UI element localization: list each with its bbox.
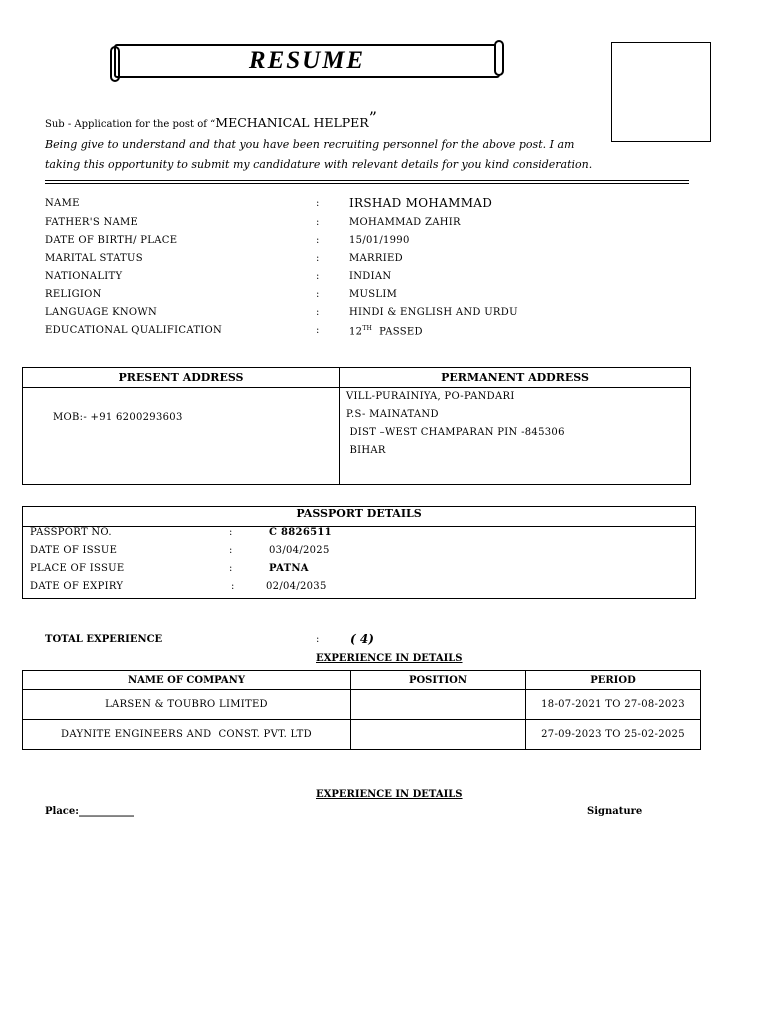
ps-label: DATE OF EXPIRY (30, 581, 124, 592)
total-experience-value: ( 4) (350, 632, 374, 646)
permanent-address-cell (340, 388, 691, 485)
table-row (23, 720, 701, 750)
ps-value-passport-no: C 8826511 (269, 527, 332, 538)
pi-label: MARITAL STATUS (45, 253, 143, 264)
pi-value-name: IRSHAD MOHAMMAD (349, 196, 493, 210)
title-banner (114, 44, 500, 78)
permanent-address-header: PERMANENT ADDRESS (340, 368, 691, 388)
column-period: PERIOD (526, 671, 701, 690)
pi-colon: : (316, 217, 320, 228)
ps-value-expiry: 02/04/2035 (266, 581, 327, 592)
table-row (23, 690, 701, 720)
pi-value: MOHAMMAD ZAHIR (349, 217, 461, 228)
subject-line (45, 108, 377, 130)
column-company: NAME OF COMPANY (23, 671, 351, 690)
period-cell: 27-09-2023 TO 25-02-2025 (526, 720, 701, 750)
signature-label: Signature (587, 806, 643, 817)
ps-colon: : (229, 527, 233, 538)
company-cell: LARSEN & TOUBRO LIMITED (23, 690, 351, 720)
present-address-header: PRESENT ADDRESS (23, 368, 340, 388)
ps-label: DATE OF ISSUE (30, 545, 118, 556)
ps-colon: : (229, 563, 233, 574)
ps-colon: : (229, 545, 233, 556)
photo-placeholder (611, 42, 711, 142)
address-line: P.S- MAINATAND (346, 409, 439, 420)
position-cell (351, 720, 526, 750)
ps-label: PLACE OF ISSUE (30, 563, 125, 574)
ps-label: PASSPORT NO. (30, 527, 112, 538)
ps-colon: : (231, 581, 235, 592)
pi-value-education (349, 325, 423, 337)
pi-colon: : (316, 271, 320, 282)
intro-line-2: taking this opportunity to submit my candidature with relevant details for you kind consideration. (45, 158, 593, 171)
address-line: BIHAR (346, 445, 386, 456)
pi-label: FATHER'S NAME (45, 217, 139, 228)
ps-value-issue-date: 03/04/2025 (269, 545, 330, 556)
place-field: Place:___________ (45, 806, 134, 817)
pi-label: NAME (45, 198, 80, 209)
column-position: POSITION (351, 671, 526, 690)
divider-line (45, 180, 689, 181)
pi-colon: : (316, 198, 320, 209)
pi-label: EDUCATIONAL QUALIFICATION (45, 325, 223, 336)
education-sup: TH (362, 325, 373, 332)
total-experience-label: TOTAL EXPERIENCE (45, 634, 163, 645)
intro-paragraph (45, 135, 635, 175)
pi-label: RELIGION (45, 289, 102, 300)
position-cell (351, 690, 526, 720)
total-experience-colon: : (316, 634, 320, 645)
pi-value: MUSLIM (349, 289, 398, 300)
divider-line-2 (45, 183, 689, 184)
education-grade: 12 (349, 326, 363, 338)
post-title: MECHANICAL HELPER (215, 115, 369, 130)
pi-value: MARRIED (349, 253, 403, 264)
pi-value: INDIAN (349, 271, 392, 282)
subject-suffix: ” (368, 108, 377, 127)
ps-value-issue-place: PATNA (269, 563, 309, 574)
address-table (22, 367, 691, 485)
pi-colon: : (316, 289, 320, 300)
pi-colon: : (316, 307, 320, 318)
passport-header: PASSPORT DETAILS (22, 506, 696, 527)
banner-scroll-right (494, 40, 504, 76)
pi-colon: : (316, 253, 320, 264)
pi-colon: : (316, 325, 320, 336)
pi-label: NATIONALITY (45, 271, 123, 282)
address-line: VILL-PURAINIYA, PO-PANDARI (346, 391, 515, 402)
pi-label: DATE OF BIRTH/ PLACE (45, 235, 178, 246)
pi-value: HINDI & ENGLISH AND URDU (349, 307, 518, 318)
address-line: DIST –WEST CHAMPARAN PIN -845306 (346, 427, 565, 438)
present-address-cell (23, 388, 340, 485)
education-suffix: PASSED (379, 326, 423, 338)
experience-section-title-2: EXPERIENCE IN DETAILS (316, 789, 463, 800)
pi-label: LANGUAGE KNOWN (45, 307, 158, 318)
pi-value: 15/01/1990 (349, 235, 410, 246)
mobile-number: MOB:- +91 6200293603 (53, 412, 183, 423)
experience-section-title: EXPERIENCE IN DETAILS (316, 653, 463, 664)
experience-table (22, 670, 701, 750)
resume-title: RESUME (248, 47, 366, 74)
intro-line-1: Being give to understand and that you have been recruiting personnel for the above post. I am (45, 138, 575, 151)
period-cell: 18-07-2021 TO 27-08-2023 (526, 690, 701, 720)
pi-colon: : (316, 235, 320, 246)
subject-prefix: Sub - Application for the post of “ (45, 119, 216, 130)
company-cell: DAYNITE ENGINEERS AND CONST. PVT. LTD (23, 720, 351, 750)
